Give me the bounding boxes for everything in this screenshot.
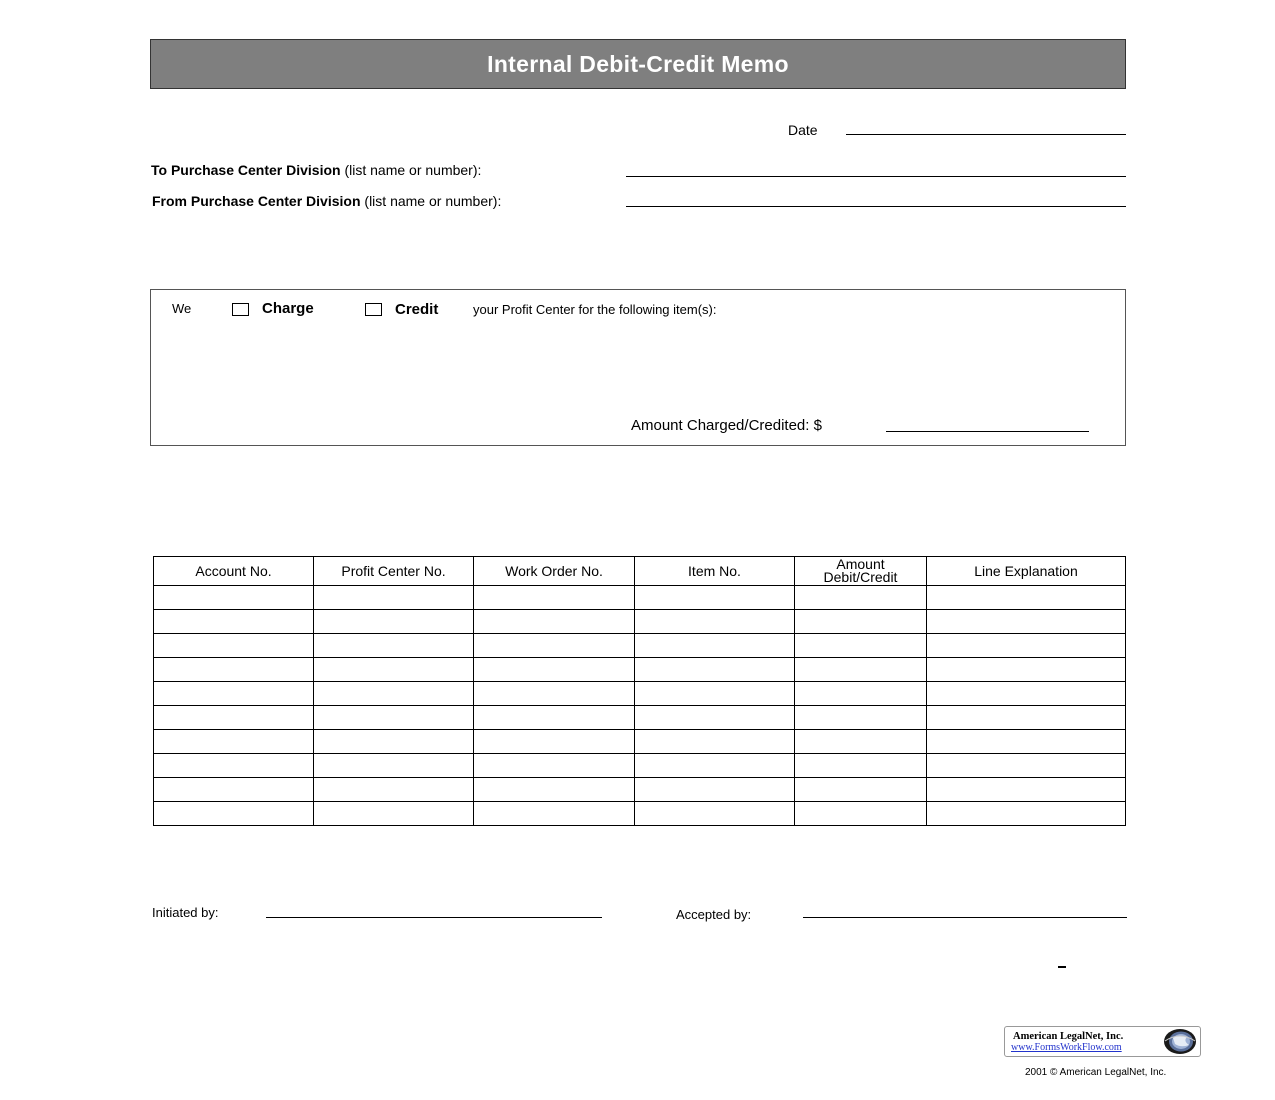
copyright-text: 2001 © American LegalNet, Inc. <box>1025 1067 1167 1078</box>
table-cell[interactable] <box>474 778 635 802</box>
from-division-label-bold: From Purchase Center Division <box>152 193 361 209</box>
table-cell[interactable] <box>314 706 474 730</box>
globe-icon <box>1163 1028 1197 1055</box>
table-cell[interactable] <box>314 586 474 610</box>
table-cell[interactable] <box>154 754 314 778</box>
date-label: Date <box>788 122 818 138</box>
table-row <box>154 802 1126 826</box>
table-header-row <box>154 557 1126 586</box>
logo-url-link[interactable]: www.FormsWorkFlow.com <box>1011 1042 1122 1053</box>
table-cell[interactable] <box>635 610 795 634</box>
to-division-label <box>151 163 571 178</box>
initiated-by-label: Initiated by: <box>152 905 219 920</box>
table-cell[interactable] <box>474 610 635 634</box>
table-cell[interactable] <box>635 706 795 730</box>
to-division-label-bold: To Purchase Center Division <box>151 162 341 178</box>
table-cell[interactable] <box>154 778 314 802</box>
table-cell[interactable] <box>635 778 795 802</box>
table-cell[interactable] <box>474 682 635 706</box>
profit-center-text: your Profit Center for the following item(s): <box>473 302 717 317</box>
accepted-by-label: Accepted by: <box>676 907 752 922</box>
table-cell[interactable] <box>474 634 635 658</box>
initiated-by-field[interactable] <box>266 917 602 918</box>
credit-label: Credit <box>395 301 439 318</box>
table-cell[interactable] <box>314 802 474 826</box>
table-cell[interactable] <box>795 658 927 682</box>
table-cell[interactable] <box>795 778 927 802</box>
table-cell[interactable] <box>795 754 927 778</box>
table-row <box>154 730 1126 754</box>
table-cell[interactable] <box>795 802 927 826</box>
credit-checkbox[interactable] <box>365 303 382 316</box>
table-cell[interactable] <box>635 682 795 706</box>
company-logo[interactable] <box>1004 1026 1201 1057</box>
table-cell[interactable] <box>795 682 927 706</box>
table-row <box>154 658 1126 682</box>
title-banner <box>150 39 1126 89</box>
table-cell[interactable] <box>927 730 1126 754</box>
table-cell[interactable] <box>154 634 314 658</box>
from-division-label <box>152 194 572 209</box>
header-line-explanation: Line Explanation <box>927 557 1126 586</box>
table-cell[interactable] <box>474 706 635 730</box>
table-cell[interactable] <box>795 634 927 658</box>
table-cell[interactable] <box>635 802 795 826</box>
table-cell[interactable] <box>314 610 474 634</box>
table-row <box>154 754 1126 778</box>
charge-checkbox[interactable] <box>232 303 249 316</box>
table-cell[interactable] <box>154 658 314 682</box>
table-cell[interactable] <box>314 682 474 706</box>
header-account-no: Account No. <box>154 557 314 586</box>
table-cell[interactable] <box>474 730 635 754</box>
table-cell[interactable] <box>795 706 927 730</box>
table-cell[interactable] <box>927 610 1126 634</box>
table-cell[interactable] <box>927 778 1126 802</box>
table-cell[interactable] <box>474 586 635 610</box>
charge-label: Charge <box>262 300 314 317</box>
table-cell[interactable] <box>154 730 314 754</box>
table-cell[interactable] <box>154 586 314 610</box>
table-row <box>154 778 1126 802</box>
table-cell[interactable] <box>635 586 795 610</box>
dash-mark <box>1058 966 1066 968</box>
table-cell[interactable] <box>635 634 795 658</box>
we-label: We <box>172 301 192 316</box>
line-items-table <box>153 556 1126 826</box>
header-amount: Amount Debit/Credit <box>795 557 927 586</box>
table-cell[interactable] <box>314 778 474 802</box>
table-cell[interactable] <box>474 658 635 682</box>
logo-company-name: American LegalNet, Inc. <box>1013 1031 1124 1042</box>
amount-field[interactable] <box>886 431 1089 432</box>
table-row <box>154 682 1126 706</box>
table-cell[interactable] <box>927 586 1126 610</box>
table-row <box>154 586 1126 610</box>
from-division-label-rest: (list name or number): <box>360 193 502 209</box>
table-cell[interactable] <box>927 634 1126 658</box>
amount-label: Amount Charged/Credited: $ <box>631 417 822 434</box>
to-division-label-rest: (list name or number): <box>340 162 482 178</box>
table-cell[interactable] <box>635 658 795 682</box>
accepted-by-field[interactable] <box>803 917 1127 918</box>
table-cell[interactable] <box>314 634 474 658</box>
header-profit-center-no: Profit Center No. <box>314 557 474 586</box>
table-cell[interactable] <box>795 730 927 754</box>
header-item-no: Item No. <box>635 557 795 586</box>
to-division-field[interactable] <box>626 176 1126 177</box>
table-cell[interactable] <box>154 802 314 826</box>
table-cell[interactable] <box>635 754 795 778</box>
table-cell[interactable] <box>154 610 314 634</box>
table-cell[interactable] <box>154 682 314 706</box>
table-cell[interactable] <box>474 754 635 778</box>
table-cell[interactable] <box>927 802 1126 826</box>
table-cell[interactable] <box>927 754 1126 778</box>
table-row <box>154 610 1126 634</box>
header-work-order-no: Work Order No. <box>474 557 635 586</box>
table-cell[interactable] <box>927 658 1126 682</box>
table-cell[interactable] <box>927 706 1126 730</box>
table-cell[interactable] <box>795 586 927 610</box>
table-row <box>154 634 1126 658</box>
table-cell[interactable] <box>474 802 635 826</box>
table-row <box>154 706 1126 730</box>
table-cell[interactable] <box>795 610 927 634</box>
table-cell[interactable] <box>154 706 314 730</box>
table-cell[interactable] <box>314 730 474 754</box>
table-cell[interactable] <box>635 730 795 754</box>
date-field[interactable] <box>846 134 1126 135</box>
table-cell[interactable] <box>927 682 1126 706</box>
page-title: Internal Debit-Credit Memo <box>487 50 789 77</box>
table-cell[interactable] <box>314 658 474 682</box>
table-cell[interactable] <box>314 754 474 778</box>
from-division-field[interactable] <box>626 206 1126 207</box>
